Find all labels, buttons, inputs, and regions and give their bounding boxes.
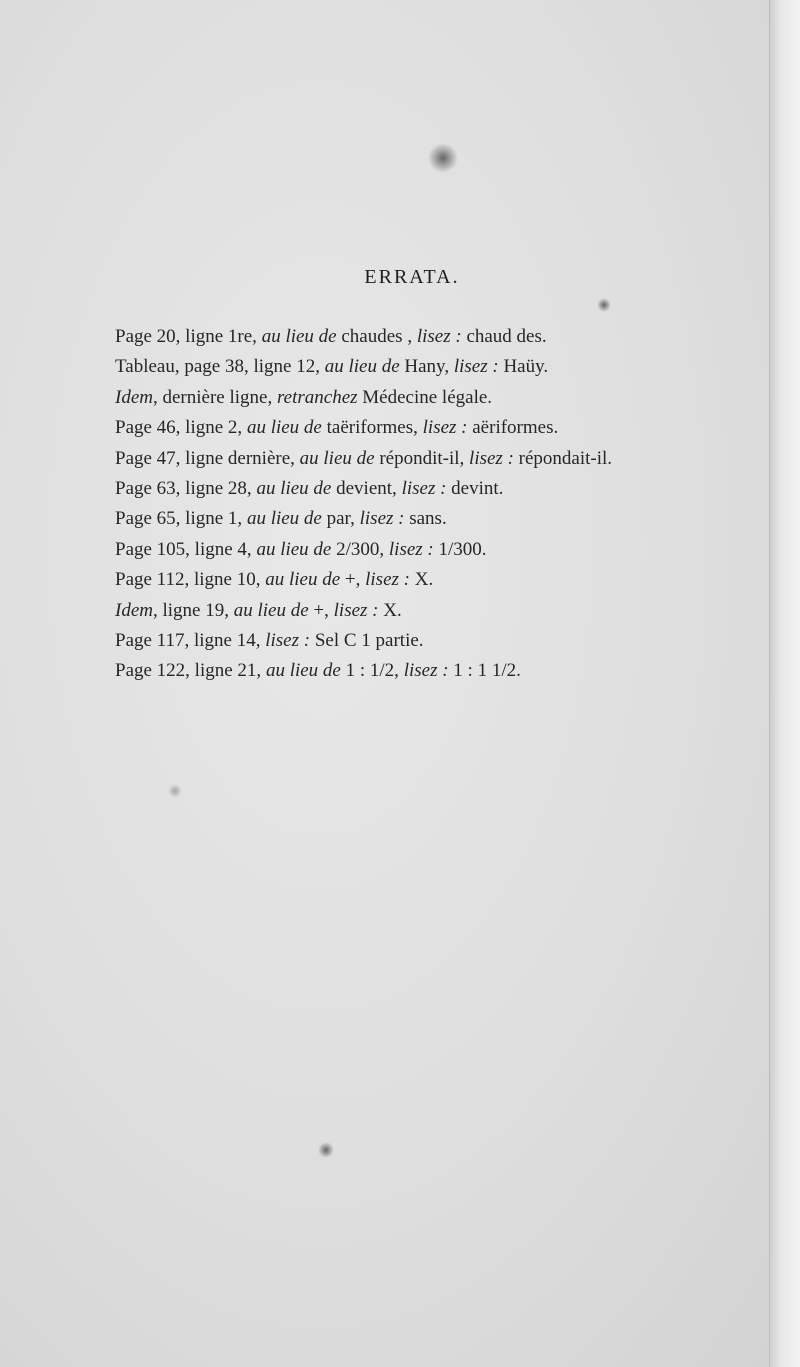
errata-entry-text: Page 63, ligne 28, <box>115 477 257 499</box>
errata-entry-text: sans. <box>404 508 447 530</box>
errata-entry-italic-text: au lieu de <box>256 538 332 560</box>
errata-entry-italic-text: au lieu de <box>261 326 337 347</box>
errata-entry-text: Médecine légale. <box>357 386 493 408</box>
errata-entry-italic-text: Idem <box>115 386 153 408</box>
errata-entry-text: chaud des. <box>461 326 547 347</box>
errata-entry-italic-text: lisez : <box>359 508 405 530</box>
errata-entry-italic-text: au lieu de <box>256 477 332 499</box>
errata-entry <box>115 356 755 386</box>
errata-entry-text: 1/300. <box>433 538 487 560</box>
errata-entry-text: X. <box>409 569 434 591</box>
errata-entry-italic-text: lisez : <box>365 569 410 591</box>
errata-entry-italic-text: au lieu de <box>324 356 400 378</box>
ink-spot <box>168 784 182 798</box>
errata-entry-text: devient, <box>331 477 402 499</box>
errata-entry-text: Haüy. <box>498 356 549 378</box>
errata-entry-italic-text: retranchez <box>276 386 358 408</box>
ink-spot <box>318 1142 334 1158</box>
errata-entry-text: taëriformes, <box>321 417 423 439</box>
errata-entry-text: 1 : 1 1/2. <box>448 660 521 682</box>
errata-entry <box>115 478 755 508</box>
errata-entry-italic-text: Idem <box>115 599 153 621</box>
errata-entry-text: , ligne 19, <box>152 599 234 621</box>
errata-entry <box>115 448 755 478</box>
errata-entry-text: +, <box>308 599 334 621</box>
errata-entry-text: Page 46, ligne 2, <box>115 417 247 439</box>
errata-entry-text: 2/300, <box>331 538 389 560</box>
errata-entry-text: Page 20, ligne 1re, <box>115 326 262 347</box>
errata-entry-italic-text: au lieu de <box>265 569 341 591</box>
errata-entry-text: 1 : 1/2, <box>340 660 404 682</box>
errata-entry-italic-text: lisez : <box>333 599 379 621</box>
errata-entry-text: Hany, <box>399 356 454 378</box>
errata-entry <box>115 387 755 417</box>
ink-spot <box>597 298 611 312</box>
errata-entry <box>115 508 755 538</box>
errata-entry <box>115 569 755 599</box>
errata-entry-text: par, <box>321 508 360 530</box>
errata-entry-italic-text: au lieu de <box>265 660 341 682</box>
errata-entry-text: Page 112, ligne 10, <box>115 569 266 591</box>
errata-entry-italic-text: lisez : <box>388 538 434 560</box>
errata-entry <box>115 600 755 630</box>
errata-entry <box>115 326 755 356</box>
errata-entry-italic-text: lisez : <box>265 629 311 651</box>
errata-entry-italic-text: au lieu de <box>233 599 309 621</box>
errata-entry-text: chaudes , <box>336 326 417 347</box>
errata-entry-text: X. <box>378 599 402 621</box>
page-edge <box>769 0 800 1367</box>
errata-entry-italic-text: lisez : <box>403 660 449 682</box>
ink-spot <box>428 143 458 173</box>
errata-entry <box>115 417 755 447</box>
errata-entry-italic-text: au lieu de <box>299 447 375 469</box>
errata-entry-text: répondit-il, <box>374 447 470 469</box>
errata-entry-text: Page 47, ligne dernière, <box>115 447 300 469</box>
errata-entry-italic-text: au lieu de <box>246 417 322 439</box>
errata-entry-text: +, <box>340 569 366 591</box>
errata-entry-text: Page 65, ligne 1, <box>115 508 247 530</box>
errata-entry-italic-text: lisez : <box>453 356 499 378</box>
errata-entry-italic-text: lisez : <box>422 417 468 439</box>
errata-entry-text: aëriformes. <box>467 417 559 439</box>
errata-entry-text: Page 122, ligne 21, <box>115 660 266 682</box>
errata-entry-italic-text: lisez : <box>401 477 447 499</box>
errata-entry-text: , dernière ligne, <box>152 386 277 408</box>
errata-entry <box>115 539 755 569</box>
errata-entry <box>115 660 755 690</box>
errata-entry-text: devint. <box>446 477 504 499</box>
page-title: ERRATA. <box>364 266 460 288</box>
errata-entry-italic-text: lisez : <box>416 326 462 347</box>
errata-entry-text: répondait-il. <box>513 447 613 469</box>
errata-entry-italic-text: lisez : <box>469 447 514 469</box>
errata-entry-italic-text: au lieu de <box>246 508 322 530</box>
errata-entry <box>115 630 755 660</box>
errata-list <box>115 326 755 691</box>
errata-entry-text: Sel C 1 partie. <box>310 629 424 651</box>
errata-entry-text: Page 117, ligne 14, <box>115 629 266 651</box>
errata-entry-text: Page 105, ligne 4, <box>115 538 257 560</box>
errata-entry-text: Tableau, page 38, ligne 12, <box>115 356 325 378</box>
